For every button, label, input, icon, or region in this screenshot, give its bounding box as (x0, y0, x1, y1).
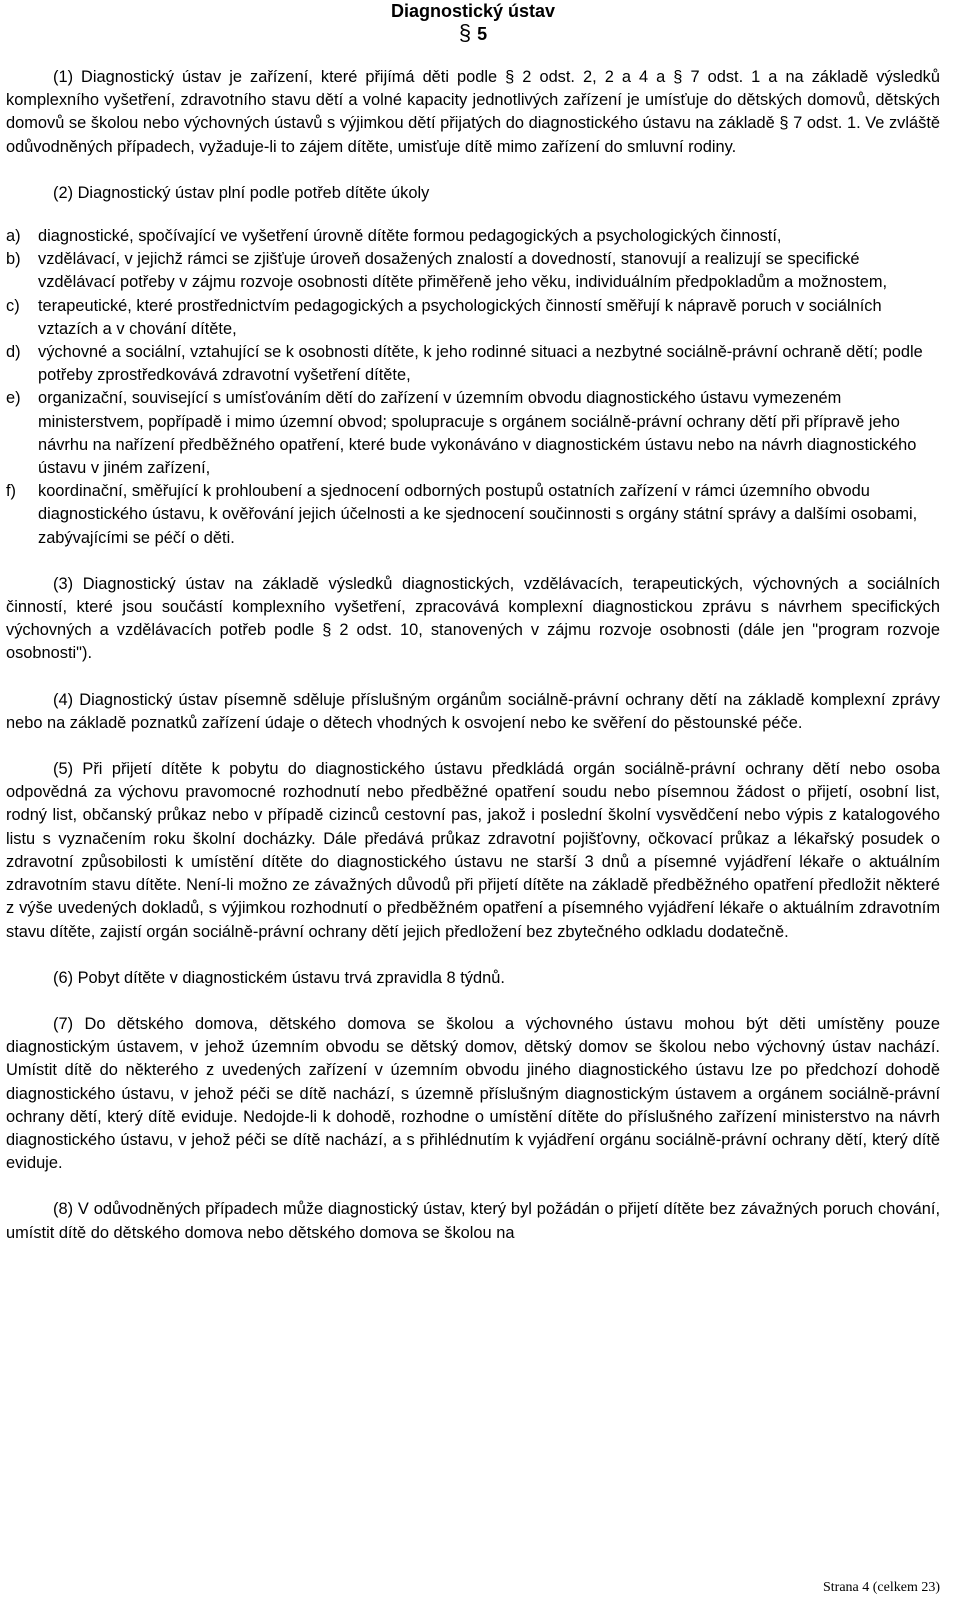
section-symbol: § (458, 20, 472, 45)
list-item-label: a) (6, 227, 21, 246)
paragraph-4: (4) Diagnostický ústav písemně sděluje příslušným orgánům sociálně-právní ochrany dětí na základě komplexní zprávy nebo na základě poznatků zařízení údaje o dětech vhodných k osvojení nebo ke svěření do pěstounské péče. (6, 690, 940, 732)
paragraph-2: (2) Diagnostický ústav plní podle potřeb dítěte úkoly (53, 183, 430, 202)
section-heading (6, 22, 940, 45)
paragraph-1: (1) Diagnostický ústav je zařízení, které přijímá děti podle § 2 odst. 2, 2 a 4 a § 7 odst. 1 a na základě výsledků komplexního vyšetření, zdravotního stavu dětí a volné kapacity jednotlivých zařízení je umísťuje do dětských domovů, dětských domovů se školou nebo výchovných ústavů s výjimkou dětí přijatých do diagnostického ústavu na základě § 7 odst. 1. Ve zvláště odůvodněných případech, vyžaduje-li to zájem dítěte, umisťuje dítě mimo zařízení do smluvní rodiny. (6, 68, 940, 156)
list-item-text: koordinační, směřující k prohloubení a sjednocení odborných postupů ostatních zařízení v rámci územního obvodu diagnostického ústavu, k ověřování jejich účelnosti a ke sjednocení součinnosti s orgány státní správy a dalšími osobami, zabývajícími se péčí o děti. (38, 482, 918, 547)
document-title: Diagnostický ústav (390, 1, 556, 21)
paragraph-3: (3) Diagnostický ústav na základě výsledků diagnostických, vzdělávacích, terapeutických, výchovných a sociálních činností, které jsou součástí komplexního vyšetření, zpracovává komplexní diagnostickou zprávu s návrhem specifických výchovných a vzdělávacích potřeb podle § 2 odst. 10, stanovených v zájmu rozvoje osobnosti (dále jen "program rozvoje osobnosti"). (6, 574, 940, 663)
list-item-text: organizační, související s umísťováním dětí do zařízení v územním obvodu diagnostického ústavu vymezeném ministerstvem, popřípadě i mimo územní obvod; spolupracuje s orgánem sociálně-právní ochrany dětí při přípravě jeho návrhu na nařízení předběžného opatření, které bude vykonáváno v diagnostickém ústavu nebo na návrh diagnostického ústavu v jiném zařízení, (38, 389, 917, 478)
list-item (6, 225, 940, 248)
section-number: 5 (477, 24, 488, 44)
paragraph-7: (7) Do dětského domova, dětského domova se školou a výchovného ústavu mohou být děti umístěny pouze diagnostickým ústavem, v jehož územním obvodu se dětský domov, dětský domov se školou nebo výchovný ústav nachází. Umístit dítě do některého z uvedených zařízení v územním obvodu jiného diagnostického ústavu lze po předchozí dohodě diagnostického ústavu, v jehož péči se dítě nachází, s územně příslušným diagnostickým ústavem a orgánem sociálně-právní ochrany dětí, který dítě eviduje. Nedojde-li k dohodě, rozhodne o umístění dítěte do příslušného zařízení ministerstvo na návrh diagnostického ústavu, v jehož péči se dítě nachází, a s přihlédnutím k vyjádření orgánu sociálně-právní ochrany dětí, který dítě eviduje. (6, 1014, 940, 1173)
page-number: Strana 4 (celkem 23) (822, 1579, 940, 1595)
document-page (6, 0, 940, 1245)
paragraph-8: (8) V odůvodněných případech může diagnostický ústav, který byl požádán o přijetí dítěte bez závažných poruch chování, umístit dítě do dětského domova nebo dětského domova se školou na (6, 1200, 940, 1242)
paragraph-5: (5) Při přijetí dítěte k pobytu do diagnostického ústavu předkládá orgán sociálně-právní ochrany dětí nebo osoba odpovědná za výchovu pravomocné rozhodnutí nebo předběžné opatření soudu nebo písemnou žádost o přijetí, osobní list, rodný list, občanský průkaz nebo v případě cizinců cestovní pas, jakož i poslední školní vysvědčení nebo výpis z katalogového listu s vyznačením roku školní docházky. Dále předává průkaz zdravotní pojišťovny, očkovací průkaz a lékařský posudek o zdravotní způsobilosti k umístění dítěte do diagnostického ústavu ne starší 3 dnů a písemné vyjádření lékaře o aktuálním zdravotním stavu dítěte. Není-li možno ze závažných důvodů při přijetí dítěte na základě předběžného opatření předložit některé z výše uvedených dokladů, s výjimkou rozhodnutí o předběžném opatření a písemného vyjádření lékaře o aktuálním zdravotním stavu dítěte, zajistí orgán sociálně-právní ochrany dětí jejich předložení bez zbytečného odkladu dodatečně. (6, 760, 940, 941)
list-item-label: d) (6, 343, 21, 362)
list-item-text: výchovné a sociální, vztahující se k osobnosti dítěte, k jeho rodinné situaci a nezbytné sociálně-právní ochraně dětí; podle potřeby zprostředkovává zdravotní vyšetření dítěte, (38, 343, 923, 385)
list-item-label: e) (6, 389, 21, 408)
list-item (6, 295, 940, 341)
list-item (6, 248, 940, 294)
list-item-text: diagnostické, spočívající ve vyšetření úrovně dítěte formou pedagogických a psychologických činností, (38, 227, 782, 246)
list-item-label: b) (6, 250, 21, 269)
list-item (6, 480, 940, 550)
list-item-text: vzdělávací, v jejichž rámci se zjišťuje úroveň dosažených znalostí a dovedností, stanovují a realizují se specifické vzdělávací potřeby v zájmu rozvoje osobnosti dítěte přiměřeně jeho věku, individuálním předpokladům a možnostem, (38, 250, 888, 292)
list-item (6, 387, 940, 480)
paragraph-6: (6) Pobyt dítěte v diagnostickém ústavu trvá zpravidla 8 týdnů. (53, 968, 505, 987)
list-item-label: c) (6, 296, 20, 315)
list-item-label: f) (6, 482, 17, 501)
list-item-text: terapeutické, které prostřednictvím pedagogických a psychologických činností směřují k nápravě poruch v sociálních vztazích a v chování dítěte, (38, 296, 882, 338)
list-item (6, 341, 940, 387)
task-list (6, 225, 940, 550)
